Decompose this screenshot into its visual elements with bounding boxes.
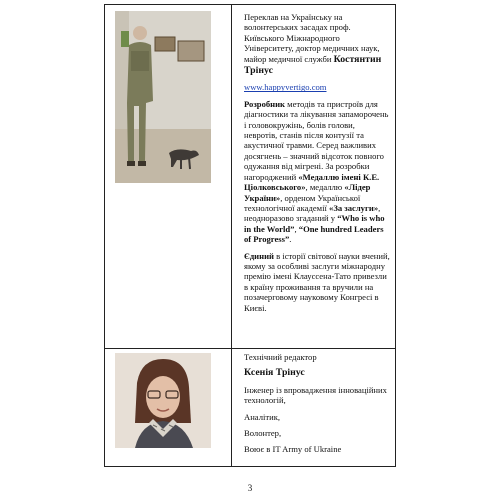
unique-paragraph xyxy=(244,251,390,313)
bio-line-it-army: Воює в IT Army of Ukraine xyxy=(244,444,342,455)
hundred-leaders: “One hundred Leaders of Progress” xyxy=(244,223,384,245)
end-dot: . xyxy=(289,234,292,245)
bio-kostiantyn xyxy=(244,12,390,319)
role-line: Технічний редактор xyxy=(244,352,317,362)
photo-illustration xyxy=(115,11,211,183)
person-name: Ксенія Трінус xyxy=(244,367,305,379)
award-separator: , медаллю xyxy=(305,182,345,193)
photo-kostiantyn-trinus xyxy=(115,11,211,183)
row-divider xyxy=(105,348,395,349)
bio-kseniia xyxy=(244,352,390,461)
column-divider xyxy=(231,5,232,466)
award-merit: «За заслуги» xyxy=(329,202,379,213)
page-number: 3 xyxy=(247,483,253,493)
website-paragraph xyxy=(244,82,390,92)
developer-paragraph xyxy=(244,99,390,245)
award-leader: «Лідер України» xyxy=(244,182,371,203)
bio-line-analyst: Аналітик, xyxy=(244,411,281,422)
developer-label: Розробник xyxy=(244,98,286,109)
award-separator: , неодноразово згаданий у xyxy=(244,202,381,224)
developer-text: методів та пристроїв для діагностики та лікування запаморочень і головокружінь, болів голови, невротів, станів після контузії та акустичної травми. Серед важливих досягнень – значний відсоток повного одужання від мігрені. За розробки нагороджений xyxy=(244,98,389,182)
photo-illustration xyxy=(115,353,211,448)
unique-label: Єдиний xyxy=(244,250,274,261)
bio-line-engineer: Інженер із впровадження інноваційних технологій, xyxy=(244,384,387,406)
person-name: Костянтин Трінус xyxy=(244,53,382,77)
bio-line-volunteer: Волонтер, xyxy=(244,428,282,439)
intro-paragraph xyxy=(244,12,390,76)
award-tsiolkovsky: «Медаллю імені К.Е. Ціолковського» xyxy=(244,171,380,193)
website-link[interactable]: www.happyvertigo.com xyxy=(244,82,327,93)
award-separator: , орденом Української технологічної академії xyxy=(244,192,361,213)
intro-text: Переклав на Українську на волонтерських засадах проф. Київського Міжнародного Університету, доктор медичних наук, майор медичної служби xyxy=(244,12,380,64)
who-is-who: “Who is who in the World” xyxy=(244,213,385,234)
unique-text: в історії світової науки вчений, якому за особливі заслуги міжнародну премію імені Клауссена-Тато привезли в країну проживання та вручили на позачерговому науковому Конгресі в Києві. xyxy=(244,250,390,313)
photo-kseniia-trinus xyxy=(115,353,211,448)
award-separator: , xyxy=(294,223,299,234)
